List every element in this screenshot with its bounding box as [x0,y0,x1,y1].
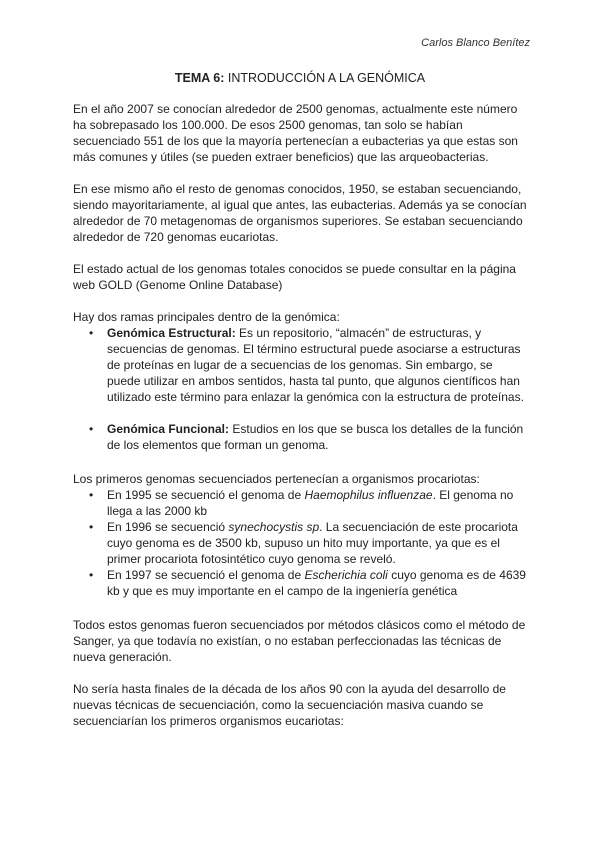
species-escherichia: Escherichia coli [304,568,388,582]
paragraph-branches-intro: Hay dos ramas principales dentro de la genómica: [73,310,340,324]
item-1997-text-pre: En 1997 se secuenció el genoma de [107,568,305,582]
species-synechocystis: synechocystis sp [228,520,320,534]
list-item-functional-genomics [73,421,529,453]
item-1996-text-post: . La secuenciación de este procariota cuyo genoma es de 3500 kb, supuso un hito muy importante, ya que es el primer procariota fotosintético cuyo genoma se reveló. [107,520,518,566]
term-structural-genomics: Genómica Estructural: [107,326,236,340]
paragraph-gold-database: El estado actual de los genomas totales conocidos se puede consultar en la página web GOLD (Genome Online Database) [73,262,516,292]
paragraph-sanger-method: Todos estos genomas fueron secuenciados por métodos clásicos como el método de Sanger, ya que todavía no existían, o no estaban perfeccionadas las técnicas de nueva generación. [73,618,526,664]
title-text: INTRODUCCIÓN A LA GENÓMICA [227,71,426,85]
title-label: TEMA 6: [174,71,225,85]
first-genomes-list [73,487,529,599]
paragraph-remaining-genomes: En ese mismo año el resto de genomas conocidos, 1950, se estaban secuenciando, siendo mayoritariamente, al igual que antes, las eubacterias. Además ya se conocían alrededor de 70 metagenomas de organismos superiores. Se estaban secuenciando alrededor de 720 genomas eucariotas. [73,182,527,244]
author-name: Carlos Blanco Benítez [421,37,530,49]
item-1997-text-post: cuyo genoma es de 4639 kb y que es muy importante en el campo de la ingeniería genética [107,568,526,598]
paragraph-genomes-2007: En el año 2007 se conocían alrededor de 2500 genomas, actualmente este número ha sobrepasado los 100.000. De esos 2500 genomas, tan solo se habían secuenciado 551 de los que la mayoría pertenecían a eubacterias ya que estas son más comunes y útiles (se pueden extraer beneficios) que las arqueobacterias. [73,102,518,164]
page-title [0,71,600,85]
genomics-branches-list [73,325,529,453]
list-item-structural-genomics [73,325,529,405]
item-1996-text-pre: En 1996 se secuenció [107,520,229,534]
list-item-1995 [73,487,529,519]
list-item-1997 [73,567,529,599]
item-1995-text-post: . El genoma no llega a las 2000 kb [107,488,514,518]
item-1995-text-pre: En 1995 se secuenció el genoma de [107,488,305,502]
definition-functional-genomics: Estudios en los que se busca los detalles de la función de los elementos que forman un genoma. [107,422,524,452]
list-item-1996 [73,519,529,567]
paragraph-first-genomes-intro: Los primeros genomas secuenciados pertenecían a organismos procariotas: [73,472,480,486]
species-haemophilus: Haemophilus influenzae [304,488,433,502]
document-body [73,101,529,745]
paragraph-eukaryote-sequencing: No sería hasta finales de la década de los años 90 con la ayuda del desarrollo de nuevas técnicas de secuenciación, como la secuenciación masiva cuando se secuenciarían los primeros organismos eucariotas: [73,682,506,728]
term-functional-genomics: Genómica Funcional: [107,422,230,436]
definition-structural-genomics: Es un repositorio, “almacén” de estructuras, y secuencias de genomas. El término estructural puede asociarse a estructuras de proteínas en lugar de a secuencias de los genomas. Sin embargo, se puede utilizar en ambos sentidos, hasta tal punto, que algunos científicos han utilizado este término para enlazar la genómica con la estructura de proteínas. [107,326,524,404]
